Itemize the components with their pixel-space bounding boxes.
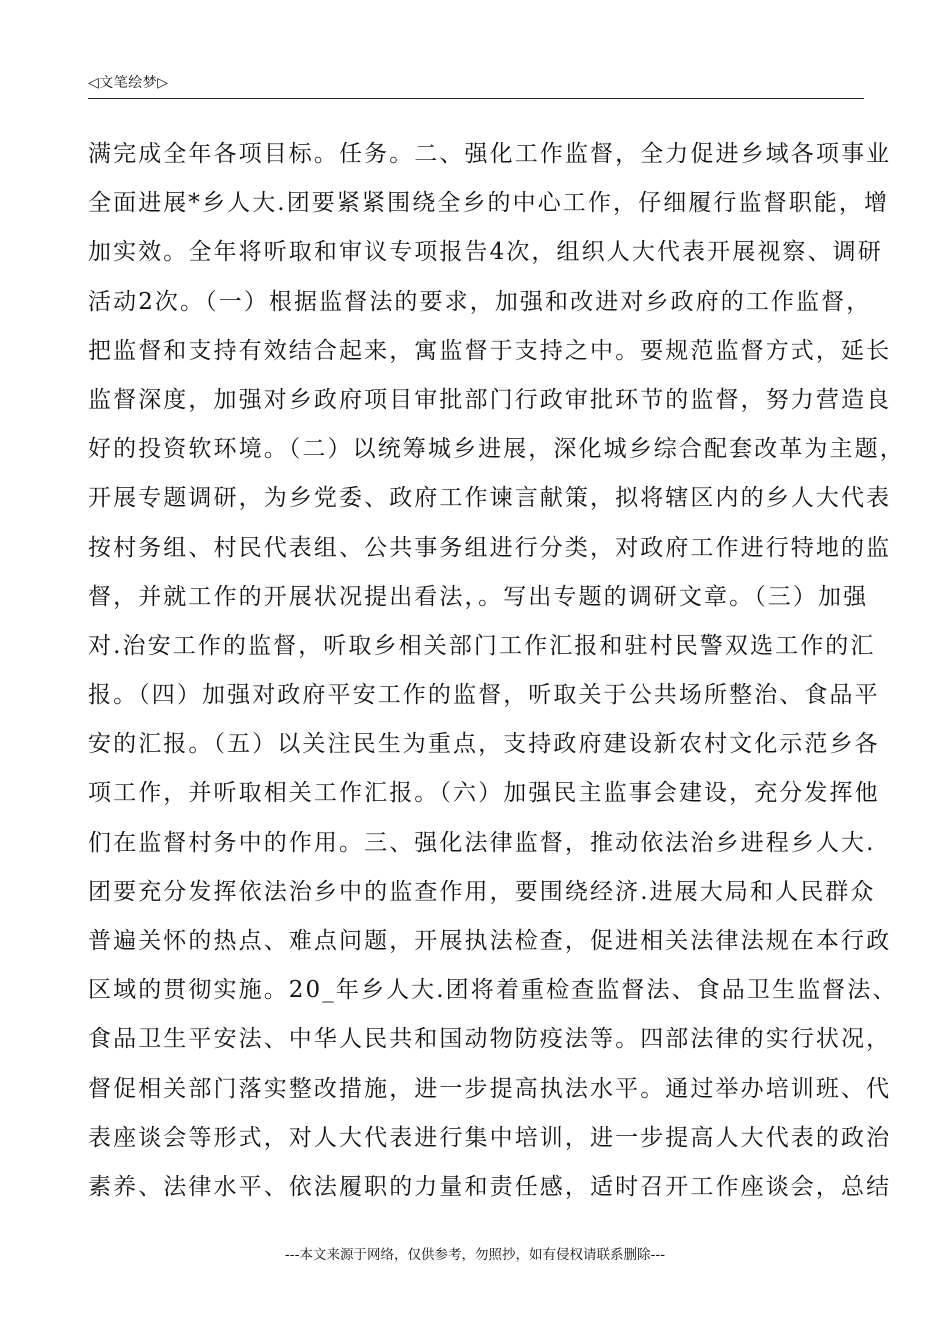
body-line: 把监督和支持有效结合起来，寓监督于支持之中。要规范监督方式，延长	[88, 337, 892, 364]
footer-disclaimer: ---本文来源于网络，仅供参考，勿照抄，如有侵权请联系删除---	[284, 1247, 666, 1263]
body-line: 们在监督村务中的作用。三、强化法律监督，推动依法治乡进程乡人大.	[88, 829, 876, 856]
body-line: 督，并就工作的开展状况提出看法，。写出专题的调研文章。（三）加强	[88, 583, 869, 610]
body-line: 督促相关部门落实整改措施，进一步提高执法水平。通过举办培训班、代	[88, 1075, 892, 1102]
body-line: 加实效。全年将听取和审议专项报告4次，组织人大代表开展视察、调研	[88, 239, 883, 266]
body-line: 好的投资软环境。（二）以统筹城乡进展，深化城乡综合配套改革为主题，	[88, 436, 905, 463]
body-line: 活动2次。（一）根据监督法的要求，加强和改进对乡政府的工作监督，	[88, 288, 872, 315]
body-line: 按村务组、村民代表组、公共事务组进行分类，对政府工作进行特地的监	[88, 534, 892, 561]
document-body	[88, 130, 905, 1212]
body-line: 区域的贯彻实施。20_年乡人大.团将着重检查监督法、食品卫生监督法、	[88, 977, 898, 1004]
header-title: ◁文笔绘梦▷	[88, 75, 169, 91]
body-line: 安的汇报。（五）以关注民生为重点，支持政府建设新农村文化示范乡各	[88, 731, 880, 758]
body-line: 监督深度，加强对乡政府项目审批部门行政审批环节的监督，努力营造良	[88, 386, 892, 413]
body-line: 食品卫生平安法、中华人民共和国动物防疫法等。四部法律的实行状况，	[88, 1026, 892, 1053]
body-line: 报。（四）加强对政府平安工作的监督，听取关于公共场所整治、食品平	[88, 682, 880, 709]
page-header	[88, 72, 864, 99]
body-line: 素养、法律水平、依法履职的力量和责任感，适时召开工作座谈会，总结	[88, 1173, 892, 1200]
body-line: 全面进展*乡人大.团要紧紧围绕全乡的中心工作，仔细履行监督职能，增	[88, 190, 890, 217]
body-line: 普遍关怀的热点、难点问题，开展执法检查，促进相关法律法规在本行政	[88, 928, 892, 954]
page-footer	[0, 1246, 950, 1264]
body-line: 团要充分发挥依法治乡中的监查作用，要围绕经济.进展大局和人民群众	[88, 878, 876, 905]
body-line: 对.治安工作的监督，听取乡相关部门工作汇报和驻村民警双选工作的汇	[88, 632, 876, 659]
body-line: 开展专题调研，为乡党委、政府工作谏言献策，拟将辖区内的乡人大代表	[88, 485, 892, 512]
body-line: 满完成全年各项目标。任务。二、强化工作监督，全力促进乡域各项事业	[88, 141, 892, 167]
body-line: 项工作，并听取相关工作汇报。（六）加强民主监事会建设，充分发挥他	[88, 780, 880, 807]
body-line: 表座谈会等形式，对人大代表进行集中培训，进一步提高人大代表的政治	[88, 1124, 892, 1151]
